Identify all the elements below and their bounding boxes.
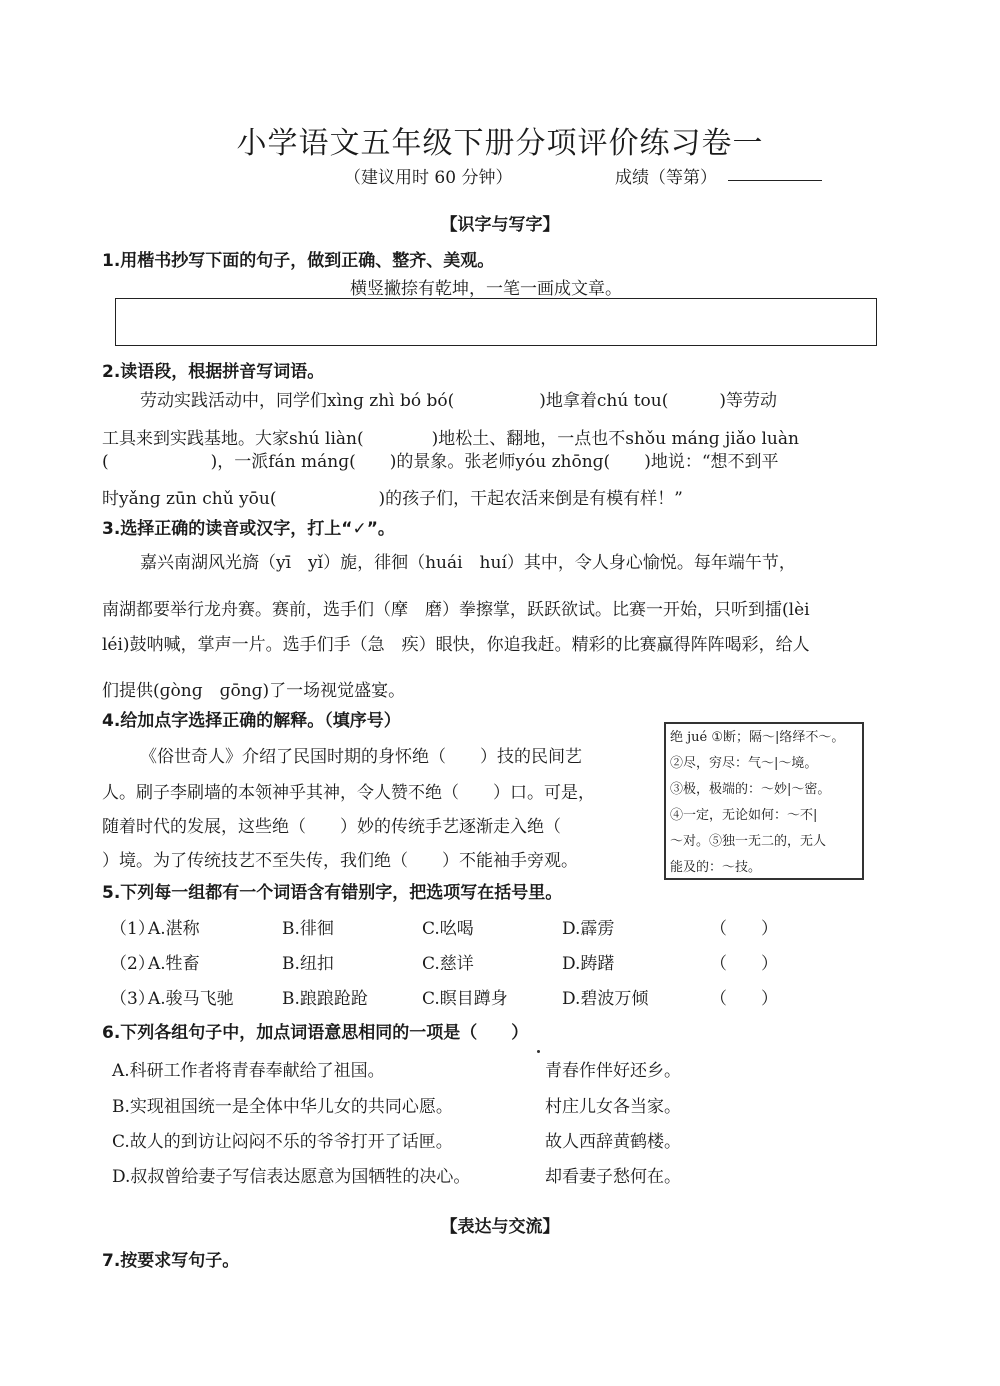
q2-line: 劳动实践活动中，同学们xìnɡ zhì bó bó( )地拿着chú tou( )等劳动 xyxy=(140,391,778,411)
q3-line: 嘉兴南湖风光旖（yī yǐ）旎，徘徊（huái huí）其中，令人身心愉悦。每年端午节， xyxy=(140,553,796,573)
q5-option-d: D.碧波万倾 xyxy=(562,989,649,1009)
copy-sentence: 横竖撇捺有乾坤，一笔一画成文章。 xyxy=(350,279,622,299)
q5-option-a: A.湛称 xyxy=(148,919,200,939)
dict-line: ～对。⑤独一无二的，无人 xyxy=(670,834,827,849)
dict-line: ②尽，穷尽：气～|～境。 xyxy=(670,756,818,771)
page-title: 小学语文五年级下册分项评价练习卷一 xyxy=(236,126,764,161)
q6-option-left: D.叔叔曾给妻子写信表达愿意为国牺牲的决心。 xyxy=(112,1167,471,1187)
q5-option-c: C.瞑目蹲身 xyxy=(422,989,508,1009)
emphasis-dot xyxy=(537,1050,540,1053)
dict-line: 能及的：～技。 xyxy=(670,860,762,875)
q3-line: 们提供(ɡònɡ ɡōnɡ)了一场视觉盛宴。 xyxy=(102,681,406,701)
dict-line: 绝 jué ①断；隔～|络绎不～。 xyxy=(670,730,845,745)
q5-option-c: C.吆喝 xyxy=(422,919,474,939)
question-3-title: 3.选择正确的读音或汉字，打上“✓”。 xyxy=(102,519,395,539)
question-1-title: 1.用楷书抄写下面的句子，做到正确、整齐、美观。 xyxy=(102,251,495,271)
question-4-title: 4.给加点字选择正确的解释。（填序号） xyxy=(102,711,401,731)
q2-line: 工具来到实践基地。大家shú liàn( )地松土、翻地，一点也不shǒu mánɡ jiǎo luàn xyxy=(102,429,799,449)
q5-option-a: A.牲畜 xyxy=(148,954,200,974)
q5-row-number: （1） xyxy=(110,919,155,939)
q6-option-left: A.科研工作者将青春奉献给了祖国。 xyxy=(112,1061,385,1081)
q5-option-b: B.徘徊 xyxy=(282,919,334,939)
q4-line: ）境。为了传统技艺不至失传，我们绝（ ）不能袖手旁观。 xyxy=(102,851,578,871)
q5-option-d: D.霹雳 xyxy=(562,919,615,939)
section-heading-expression: 【表达与交流】 xyxy=(440,1217,560,1237)
q4-line: 随着时代的发展，这些绝（ ）妙的传统手艺逐渐走入绝（ xyxy=(102,817,561,837)
q5-option-c: C.慈详 xyxy=(422,954,474,974)
q5-answer-blank[interactable]: （ ） xyxy=(710,989,778,1009)
q5-option-a: A.骏马飞驰 xyxy=(148,989,234,1009)
q6-option-right: 村庄儿女各当家。 xyxy=(545,1097,681,1117)
dict-line: ④一定，无论如何：～不| xyxy=(670,808,818,823)
q3-line: léi)鼓呐喊，掌声一片。选手们手（急 疾）眼快，你追我赶。精彩的比赛赢得阵阵喝彩，给人 xyxy=(102,635,810,655)
q3-line: 南湖都要举行龙舟赛。赛前，选手们（摩 磨）拳擦掌，跃跃欲试。比赛一开始，只听到擂(lèi xyxy=(102,600,810,620)
dictionary-entry-box xyxy=(664,722,864,880)
q5-option-b: B.纽扣 xyxy=(282,954,334,974)
q6-option-left: B.实现祖国统一是全体中华儿女的共同心愿。 xyxy=(112,1097,453,1117)
section-heading-literacy: 【识字与写字】 xyxy=(440,215,560,235)
q5-option-d: D.踌躇 xyxy=(562,954,615,974)
question-5-title: 5.下列每一组都有一个词语含有错别字，把选项写在括号里。 xyxy=(102,883,563,903)
q6-option-right: 却看妻子愁何在。 xyxy=(545,1167,681,1187)
q5-answer-blank[interactable]: （ ） xyxy=(710,954,778,974)
q6-option-left: C.故人的到访让闷闷不乐的爷爷打开了话匣。 xyxy=(112,1132,453,1152)
q6-option-right: 故人西辞黄鹤楼。 xyxy=(545,1132,681,1152)
time-note: （建议用时 60 分钟） xyxy=(344,168,513,188)
q6-option-right: 青春作伴好还乡。 xyxy=(545,1061,681,1081)
q5-row-number: （3） xyxy=(110,989,155,1009)
question-2-title: 2.读语段，根据拼音写词语。 xyxy=(102,362,325,382)
q4-line: 《俗世奇人》介绍了民国时期的身怀绝（ ）技的民间艺 xyxy=(140,747,582,767)
q5-option-b: B.踉踉跄跄 xyxy=(282,989,368,1009)
grade-blank[interactable] xyxy=(728,180,822,181)
grade-label: 成绩（等第） xyxy=(615,168,717,188)
copy-writing-box[interactable] xyxy=(115,298,877,346)
q2-line: 时yǎnɡ zūn chǔ yōu( )的孩子们，干起农活来倒是有模有样！” xyxy=(102,489,683,509)
question-7-title: 7.按要求写句子。 xyxy=(102,1251,240,1271)
q5-answer-blank[interactable]: （ ） xyxy=(710,919,778,939)
q2-line: ( )，一派fán mánɡ( )的景象。张老师yóu zhōnɡ( )地说：“想不到平 xyxy=(102,452,779,472)
dict-line: ③极，极端的：～妙|～密。 xyxy=(670,782,831,797)
question-6-title: 6.下列各组句子中，加点词语意思相同的一项是（ ） xyxy=(102,1023,529,1043)
q4-line: 人。刷子李刷墙的本领神乎其神，令人赞不绝（ ）口。可是， xyxy=(102,783,595,803)
q5-row-number: （2） xyxy=(110,954,155,974)
